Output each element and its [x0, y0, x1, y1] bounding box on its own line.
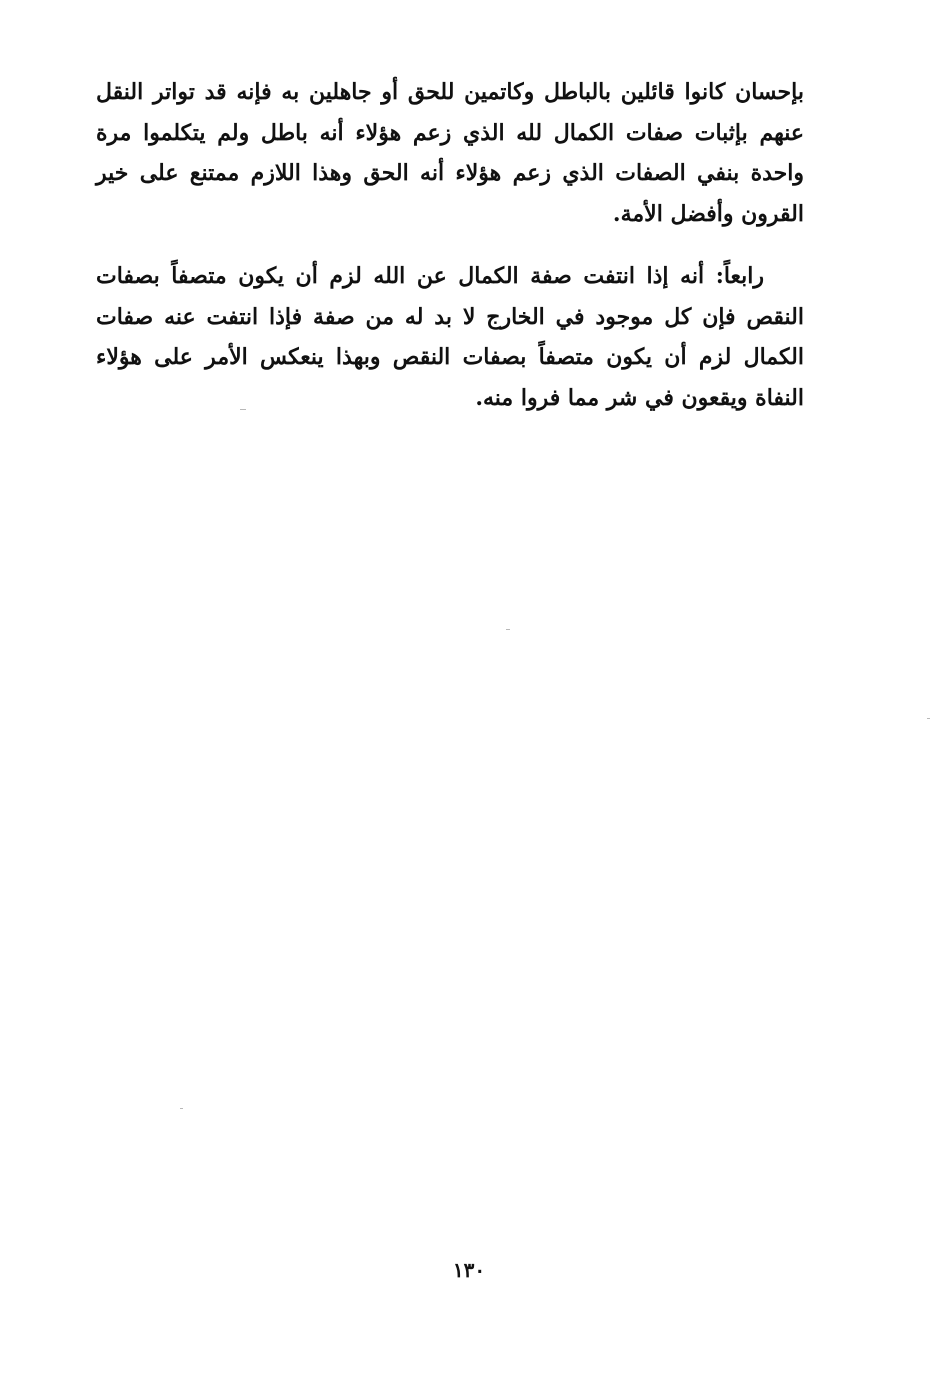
scan-speck	[240, 409, 246, 410]
page-number: ١٣٠	[452, 1258, 486, 1282]
scan-speck	[180, 1108, 183, 1109]
scan-speck	[927, 718, 930, 719]
body-text	[96, 72, 804, 418]
paragraph-2-body: أنه إذا انتفت صفة الكمال عن الله لزم أن يكون متصفاً بصفات النقص فإن كل موجود في الخارج لا بد له من صفة فإذا انتفت عنه صفات الكمال لزم أن يكون متصفاً بصفات النقص وبهذا ينعكس الأمر على هؤلاء النفاة ويقعون في شر مما فروا منه.	[96, 263, 804, 411]
scan-speck	[506, 629, 510, 630]
paragraph-1: بإحسان كانوا قائلين بالباطل وكاتمين للحق أو جاهلين به فإنه قد تواتر النقل عنهم بإثبات صفات الكمال لله الذي زعم هؤلاء أنه باطل ولم يتكلموا مرة واحدة بنفي الصفات الذي زعم هؤلاء أنه الحق وهذا اللازم ممتنع على خير القرون وأفضل الأمة.	[96, 79, 804, 227]
paragraph-2-lead-word: رابعاً:	[715, 263, 764, 289]
paragraph-2	[96, 256, 804, 418]
